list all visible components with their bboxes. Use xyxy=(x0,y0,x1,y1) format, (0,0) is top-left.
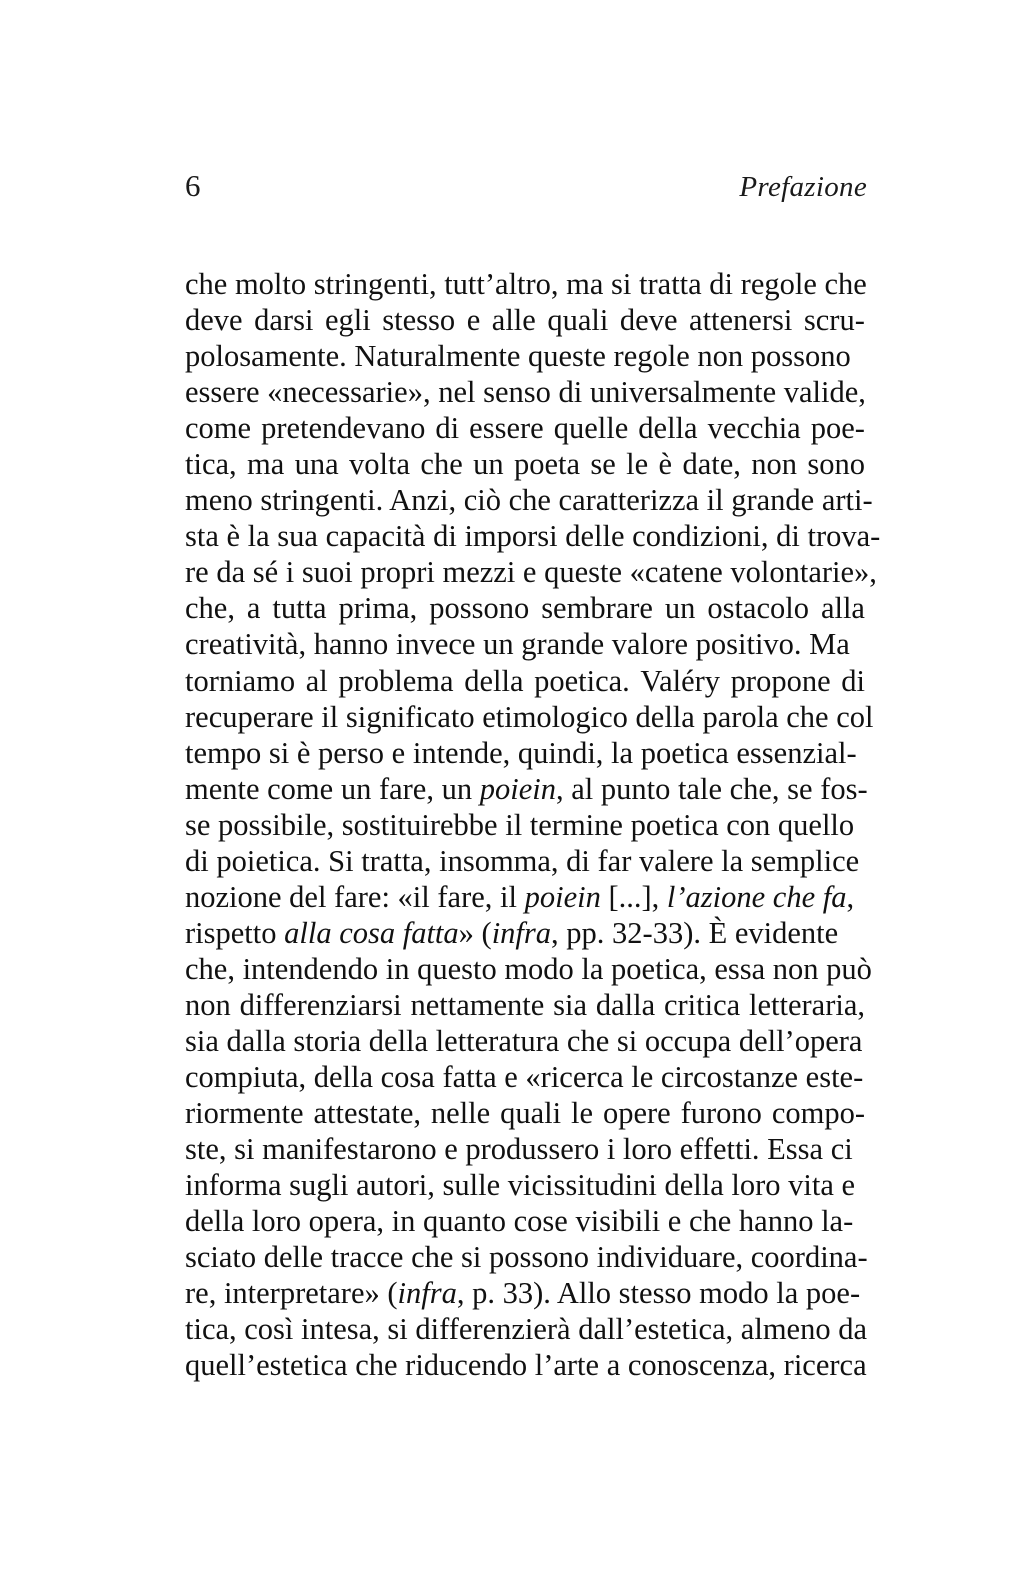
text-word: che, xyxy=(185,591,235,626)
text-run: [...], xyxy=(600,879,667,914)
text-run: rispetto xyxy=(185,915,285,950)
text-word: deve xyxy=(185,303,243,338)
text-line xyxy=(185,987,865,1023)
text-line xyxy=(185,771,868,807)
text-run: tempo si è perso e intende, quindi, la poetica essenzial- xyxy=(185,735,857,770)
text-line xyxy=(185,1095,865,1131)
italic-run: alla cosa fatta xyxy=(284,915,459,950)
text-word: alle xyxy=(491,303,536,338)
text-word: darsi xyxy=(254,303,314,338)
running-head xyxy=(185,168,867,204)
text-word: sembrare xyxy=(541,591,653,626)
text-run: » ( xyxy=(458,915,492,950)
text-run: , al punto tale che, se fos- xyxy=(555,771,868,806)
text-word: e xyxy=(466,303,481,338)
text-line xyxy=(185,1203,865,1239)
text-line xyxy=(185,410,865,446)
text-run: essere «necessarie», nel senso di universalmente valide, xyxy=(185,375,866,410)
text-line xyxy=(185,699,874,735)
text-run: di poietica. Si tratta, insomma, di far valere la semplice xyxy=(185,843,860,878)
text-word: poe- xyxy=(810,411,865,446)
text-line xyxy=(185,1131,865,1167)
text-word: letteraria, xyxy=(749,987,865,1022)
text-line xyxy=(185,338,865,374)
text-word: poeta xyxy=(513,447,581,482)
text-word: una xyxy=(294,447,339,482)
text-line xyxy=(185,1311,865,1347)
italic-run: poiein xyxy=(479,771,556,806)
text-word: Valéry xyxy=(640,663,721,698)
text-run: creatività, hanno invece un grande valore positivo. Ma xyxy=(185,627,850,662)
text-line xyxy=(185,446,865,482)
text-run: , pp. 32-33). È evidente xyxy=(551,915,839,950)
text-word: attestate, xyxy=(313,1096,422,1131)
text-word: non xyxy=(751,447,797,482)
text-run: meno stringenti. Anzi, ciò che caratterizza il grande arti- xyxy=(185,483,873,518)
text-word: tutta xyxy=(272,591,327,626)
text-run: sciato delle tracce che si possono individuare, coordina- xyxy=(185,1240,868,1275)
text-word: di xyxy=(435,411,460,446)
running-head-title: Prefazione xyxy=(739,171,867,203)
text-run: re da sé i suoi propri mezzi e queste «catene volontarie», xyxy=(185,555,877,590)
text-word: torniamo xyxy=(185,663,296,698)
text-word: a xyxy=(246,591,261,626)
text-line xyxy=(185,915,865,951)
text-word: come xyxy=(185,411,252,446)
text-line xyxy=(185,1059,865,1095)
text-word: è xyxy=(658,447,673,482)
text-word: non xyxy=(185,987,231,1022)
text-word: le xyxy=(571,1096,594,1131)
text-word: sia xyxy=(553,987,587,1022)
italic-run: poiein xyxy=(524,879,601,914)
text-line xyxy=(185,951,872,987)
text-word: alla xyxy=(820,591,865,626)
text-run: mente come un fare, un xyxy=(185,771,480,806)
text-run: della loro opera, in quanto cose visibili e che hanno la- xyxy=(185,1204,854,1239)
text-word: riormente xyxy=(185,1096,304,1131)
text-run: quell’estetica che riducendo l’arte a conoscenza, ricerca xyxy=(185,1348,867,1383)
text-line xyxy=(185,1275,865,1311)
text-word: ma xyxy=(247,447,285,482)
text-run: sta è la sua capacità di imporsi delle condizioni, di trova- xyxy=(185,519,881,554)
text-word: vecchia xyxy=(707,411,801,446)
text-word: un xyxy=(473,447,504,482)
text-line xyxy=(185,626,865,662)
text-word: quali xyxy=(547,303,609,338)
text-word: un xyxy=(664,591,696,626)
text-run: che molto stringenti, tutt’altro, ma si tratta di regole che xyxy=(185,267,867,301)
text-word: essere xyxy=(469,411,544,446)
text-word: al xyxy=(305,663,328,698)
text-word: dalla xyxy=(595,987,656,1022)
text-line xyxy=(185,1167,865,1203)
text-word: quali xyxy=(500,1096,562,1131)
text-run: , p. 33). Allo stesso modo la poe- xyxy=(456,1276,861,1311)
italic-run: infra xyxy=(491,915,552,950)
text-line xyxy=(185,843,865,879)
text-line xyxy=(185,518,881,554)
italic-run: infra xyxy=(397,1276,457,1311)
text-line xyxy=(185,879,865,915)
text-word: furono xyxy=(680,1096,762,1131)
text-run: informa sugli autori, sulle vicissitudini della loro vita e xyxy=(185,1168,856,1203)
text-line xyxy=(185,554,877,590)
text-word: possono xyxy=(429,591,530,626)
text-word: compo- xyxy=(771,1096,865,1131)
text-word: opere xyxy=(602,1096,671,1131)
text-run: re, interpretare» ( xyxy=(185,1276,398,1311)
text-line xyxy=(185,482,873,518)
text-word: volta xyxy=(349,447,411,482)
text-run: tica, così intesa, si differenzierà dall’estetica, almeno da xyxy=(185,1312,867,1347)
text-line xyxy=(185,735,865,771)
text-line xyxy=(185,266,865,302)
text-run: polosamente. Naturalmente queste regole non possono xyxy=(185,339,851,374)
text-run: recuperare il significato etimologico della parola che col xyxy=(185,699,874,734)
text-run: se possibile, sostituirebbe il termine poetica con quello xyxy=(185,807,855,842)
text-run: che, intendendo in questo modo la poetica, essa non può xyxy=(185,951,872,986)
text-line xyxy=(185,590,865,626)
text-word: stesso xyxy=(382,303,456,338)
text-word: differenziarsi xyxy=(239,987,402,1022)
text-word: deve xyxy=(619,303,678,338)
text-word: le xyxy=(626,447,649,482)
text-word: sono xyxy=(807,447,865,482)
text-line xyxy=(185,1239,868,1275)
text-word: attenersi xyxy=(689,303,793,338)
text-line xyxy=(185,1347,865,1383)
page-number: 6 xyxy=(185,168,201,203)
text-run: compiuta, della cosa fatta e «ricerca le circostanze este- xyxy=(185,1060,864,1095)
text-word: di xyxy=(841,663,865,698)
text-line xyxy=(185,807,865,843)
text-word: della xyxy=(464,663,524,698)
text-word: egli xyxy=(324,303,371,338)
text-word: scru- xyxy=(803,303,865,338)
text-word: tica, xyxy=(185,447,237,482)
text-word: nelle xyxy=(430,1096,491,1131)
text-line xyxy=(185,1023,865,1059)
text-word: quelle xyxy=(553,411,629,446)
text-word: date, xyxy=(682,447,741,482)
text-word: se xyxy=(590,447,616,482)
text-word: propone xyxy=(730,663,831,698)
italic-run: l’azione che fa xyxy=(666,879,847,914)
body-text xyxy=(185,266,881,1383)
text-word: ostacolo xyxy=(707,591,809,626)
text-word: prima, xyxy=(338,591,418,626)
text-run: nozione del fare: «il fare, il xyxy=(185,879,525,914)
text-word: poetica. xyxy=(534,663,630,698)
text-word: critica xyxy=(663,987,741,1022)
text-word: problema xyxy=(338,663,454,698)
text-run: ste, si manifestarono e produssero i loro effetti. Essa ci xyxy=(185,1132,853,1167)
text-word: della xyxy=(638,411,698,446)
text-word: nettamente xyxy=(410,987,545,1022)
text-run: sia dalla storia della letteratura che si occupa dell’opera xyxy=(185,1023,863,1058)
text-line xyxy=(185,374,865,410)
text-line xyxy=(185,663,865,699)
text-word: che xyxy=(420,447,463,482)
text-line xyxy=(185,302,865,338)
text-word: pretendevano xyxy=(261,411,426,446)
text-run: , xyxy=(846,879,855,914)
